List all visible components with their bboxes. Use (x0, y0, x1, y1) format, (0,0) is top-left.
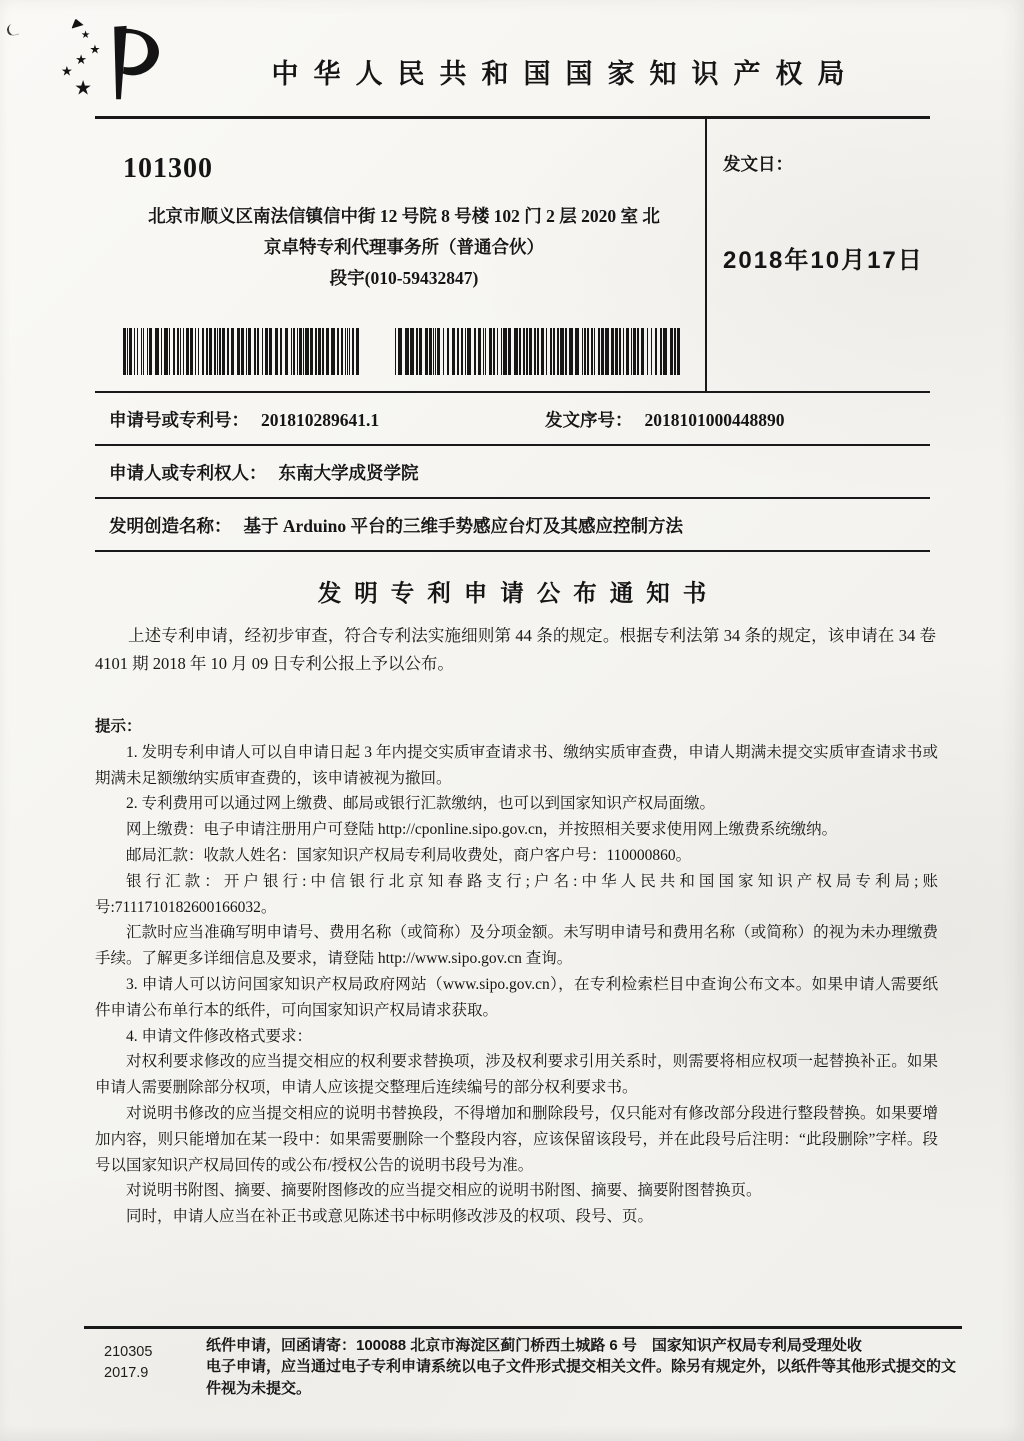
tip-paragraph: 1. 发明专利申请人可以自申请日起 3 年内提交实质审查请求书、缴纳实质审查费，申请人期满未提交实质审查请求书或期满未足额缴纳实质审查费的，该申请被视为撤回。 (95, 743, 938, 787)
footer-line-paper: 纸件申请，回函请寄：100088 北京市海淀区蓟门桥西土城路 6 号 国家知识产权局专利局受理处收 (206, 1336, 862, 1354)
invention-title-value: 基于 Arduino 平台的三维手势感应台灯及其感应控制方法 (243, 516, 683, 536)
tip-paragraph: 4. 申请文件修改格式要求： (126, 1027, 313, 1045)
barcode-row (123, 328, 699, 375)
tips-label: 提示： (95, 718, 142, 735)
postal-code: 101300 (123, 153, 213, 184)
serial-number-value: 2018101000448890 (644, 410, 785, 430)
agency-title: 中华人民共和国国家知识产权局 (271, 58, 860, 89)
application-number-row (95, 393, 930, 446)
svg-text:★: ★ (60, 64, 73, 80)
application-number-label: 申请号或专利号： (109, 410, 249, 430)
form-code-block (84, 1335, 196, 1400)
recipient-address (123, 201, 699, 294)
tip-paragraph: 对权利要求修改的应当提交相应的权利要求替换项，涉及权利要求引用关系时，则需要将相应权项一起替换补正。如果申请人需要删除部分权项，申请人应该提交整理后连续编号的部分权利要求书。 (95, 1053, 938, 1097)
document-header (56, 22, 934, 104)
dispatch-date-value: 2018年10月17日 (723, 247, 924, 274)
tip-paragraph: 同时，申请人应当在补正书或意见陈述书中标明修改涉及的权项、段号、页。 (126, 1208, 654, 1226)
invention-title-label: 发明创造名称： (109, 516, 232, 536)
tip-paragraph: 3. 申请人可以访问国家知识产权局政府网站（www.sipo.gov.cn），在专利检索栏目中查询公布文本。如果申请人需要纸件申请公布单行本的纸件，可向国家知识产权局请求获取。 (95, 975, 938, 1019)
address-line-1: 北京市顺义区南法信镇信中街 12 号院 8 号楼 102 门 2 层 2020 室 北 (148, 206, 660, 226)
svg-text:★: ★ (80, 29, 91, 42)
applicant-value: 东南大学成贤学院 (278, 463, 419, 483)
tip-paragraph: 汇款时应当准确写明申请号、费用名称（或简称）及分项金额。未写明申请号和费用名称（或简称）的视为未办理缴费手续。了解更多详细信息及要求，请登陆 http://www.sipo.gov.cn 查询。 (95, 924, 938, 968)
notice-title: 发明专利申请公布通知书 (317, 581, 720, 607)
address-line-2: 京卓特专利代理事务所（普通合伙） (264, 237, 544, 257)
notice-lead-paragraph: 上述专利申请，经初步审查，符合专利法实施细则第 44 条的规定。根据专利法第 34 条的规定，该申请在 34 卷 4101 期 2018 年 10 月 09 日专利公报上予以公布。 (95, 626, 936, 673)
form-code-date: 2017.9 (104, 1364, 149, 1381)
serial-number-label: 发文序号： (545, 410, 633, 430)
footer-instructions (196, 1335, 962, 1400)
form-code-number: 210305 (104, 1343, 153, 1360)
tip-paragraph: 对说明书附图、摘要、摘要附图修改的应当提交相应的说明书附图、摘要、摘要附图替换页。 (126, 1182, 762, 1200)
tip-paragraph: 网上缴费：电子申请注册用户可登陆 http://cponline.sipo.gov.cn，并按照相关要求使用网上缴费系统缴纳。 (126, 821, 838, 839)
tip-paragraph: 2. 专利费用可以通过网上缴费、邮局或银行汇款缴纳，也可以到国家知识产权局面缴。 (126, 795, 716, 813)
recipient-block (95, 119, 705, 391)
tip-paragraph: 银行汇款：开户银行:中信银行北京知春路支行;户名:中华人民共和国国家知识产权局专利局;账号:7111710182600166032。 (95, 872, 938, 916)
document-footer (84, 1326, 962, 1400)
scan-artifact-mark (6, 23, 20, 37)
applicant-row (95, 446, 930, 499)
application-number-value: 201810289641.1 (261, 410, 380, 430)
barcode-right-icon (395, 328, 681, 375)
svg-text:★: ★ (75, 52, 88, 68)
applicant-label: 申请人或专利权人： (109, 463, 267, 483)
cnipa-logo-icon (56, 22, 182, 104)
tip-paragraph: 对说明书修改的应当提交相应的说明书替换段，不得增加和删除段号，仅只能对有修改部分段进行整段替换。如果要增加内容，则只能增加在某一段中：如果需要删除一个整段内容，应该保留该段号，并在此段号后注明：“此段删除”字样。段号以国家知识产权局回传的或公布/授权公告的说明书段号为准。 (95, 1104, 938, 1174)
svg-text:★: ★ (74, 75, 93, 100)
footer-line-electronic: 电子申请，应当通过电子专利申请系统以电子文件形式提交相关文件。除另有规定外，以纸件等其他形式提交的文件视为未提交。 (206, 1358, 957, 1397)
invention-title-row (95, 499, 930, 552)
notice-info-box (95, 116, 930, 552)
svg-text:★: ★ (89, 41, 101, 57)
tip-paragraph: 邮局汇款：收款人姓名：国家知识产权局专利局收费处，商户客户号：110000860。 (126, 846, 692, 864)
dispatch-block (705, 119, 930, 391)
barcode-left-icon (123, 328, 359, 375)
dispatch-date-label: 发文日： (723, 154, 793, 174)
recipient-contact: 段宇(010-59432847) (329, 268, 479, 288)
tips-section (95, 714, 938, 1230)
